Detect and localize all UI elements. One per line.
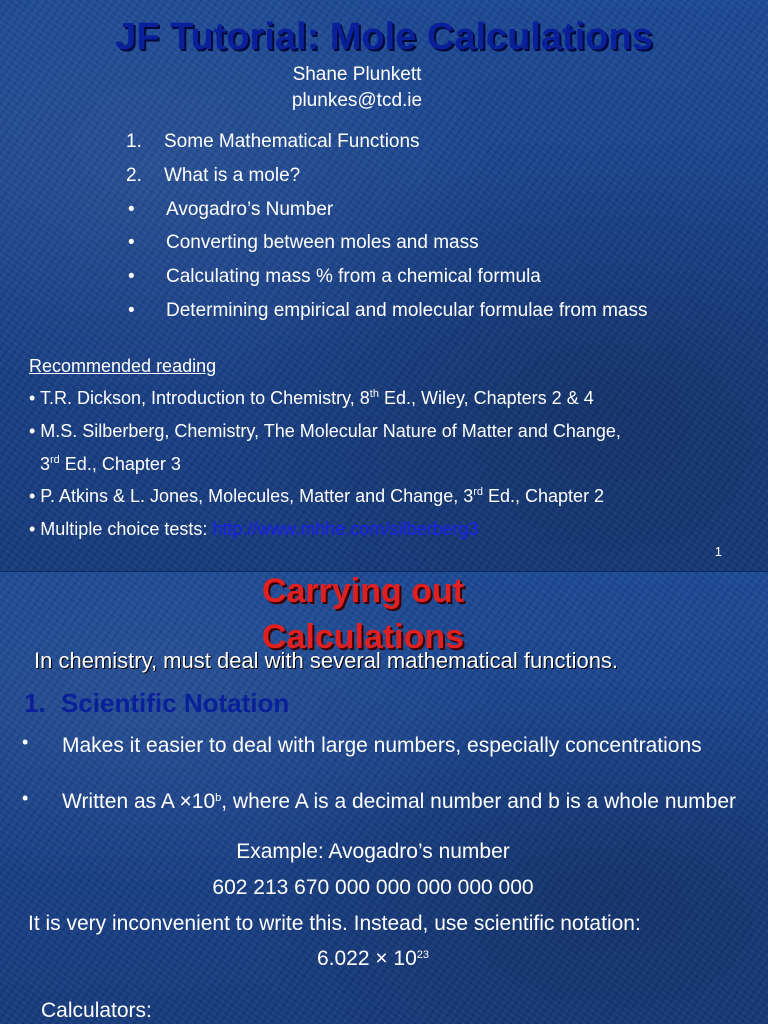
topic-text: What is a mole? — [164, 165, 301, 186]
bullet-icon: • — [128, 300, 135, 321]
topic-text: Converting between moles and mass — [166, 232, 479, 253]
bullet-icon: • — [128, 199, 135, 220]
topic-text: Some Mathematical Functions — [164, 131, 420, 152]
topic-text: Calculating mass % from a chemical formula — [166, 266, 541, 287]
slide-title-line2: Calculations — [261, 618, 465, 656]
bullet-text-part: , where A is a decimal number and b is a whole number — [221, 790, 737, 813]
reading-item: • M.S. Silberberg, Chemistry, The Molecular Nature of Matter and Change, — [29, 421, 621, 441]
slide-title: JF Tutorial: Mole Calculations — [115, 16, 653, 58]
author-block — [0, 62, 714, 114]
scientific-notation-value — [0, 947, 746, 971]
slide-title-line1: Carrying out — [261, 572, 465, 610]
topic-item — [126, 165, 300, 187]
section-title: Scientific Notation — [61, 688, 290, 718]
bullet-text — [62, 791, 762, 813]
section-heading — [24, 688, 289, 719]
bullet-icon: • — [128, 266, 135, 287]
author-email: plunkes@tcd.ie — [291, 90, 423, 111]
topic-item — [126, 300, 648, 322]
topic-item — [126, 232, 479, 254]
superscript: rd — [473, 486, 483, 498]
topic-item — [126, 266, 541, 288]
reading-text: • P. Atkins & L. Jones, Molecules, Matter and Change, 3 — [29, 486, 474, 506]
bullet-icon: • — [22, 732, 29, 752]
reading-text: 3 — [40, 454, 51, 474]
bullet-icon: • — [22, 788, 29, 808]
topic-text: Avogadro’s Number — [166, 199, 334, 220]
bullet-icon: • — [128, 232, 135, 253]
reading-text: Ed., Wiley, Chapters 2 & 4 — [378, 388, 594, 408]
example-value: 602 213 670 000 000 000 000 000 — [212, 876, 534, 899]
reading-text: Ed., Chapter 3 — [59, 454, 181, 474]
reading-item — [29, 388, 594, 409]
reading-item — [29, 519, 479, 540]
inconvenient-text: It is very inconvenient to write this. Instead, use scientific notation: — [28, 912, 641, 935]
superscript: b — [215, 792, 222, 804]
intro-text: In chemistry, must deal with several mathematical functions. — [34, 648, 619, 673]
reading-item — [29, 486, 604, 507]
superscript: 23 — [416, 949, 430, 961]
topic-marker: 2. — [126, 165, 142, 186]
slide-2 — [0, 572, 768, 1024]
author-name: Shane Plunkett — [292, 64, 422, 85]
topic-item — [126, 131, 420, 153]
reading-text: • Multiple choice tests: — [29, 519, 213, 539]
bullet-text: Makes it easier to deal with large numbers, especially concentrations — [62, 734, 702, 757]
topic-marker: 1. — [126, 131, 142, 152]
reading-text: • T.R. Dickson, Introduction to Chemistry, 8 — [29, 388, 370, 408]
calculators-label: Calculators: — [41, 999, 152, 1022]
tests-link[interactable]: http://www.mhhe.com/silberberg3 — [212, 519, 479, 539]
sci-base: 6.022 × 10 — [316, 947, 417, 970]
bullet-text-part: Written as A ×10 — [62, 790, 216, 813]
topic-text: Determining empirical and molecular formulae from mass — [166, 300, 648, 321]
example-label: Example: Avogadro’s number — [236, 840, 510, 863]
reading-item-continued — [40, 454, 181, 475]
superscript: rd — [50, 454, 60, 466]
page-number: 1 — [714, 544, 722, 559]
section-number: 1. — [24, 688, 46, 718]
reading-text: Ed., Chapter 2 — [483, 486, 605, 506]
reading-heading: Recommended reading — [29, 356, 217, 376]
topic-item — [126, 199, 333, 221]
superscript: th — [369, 388, 379, 400]
